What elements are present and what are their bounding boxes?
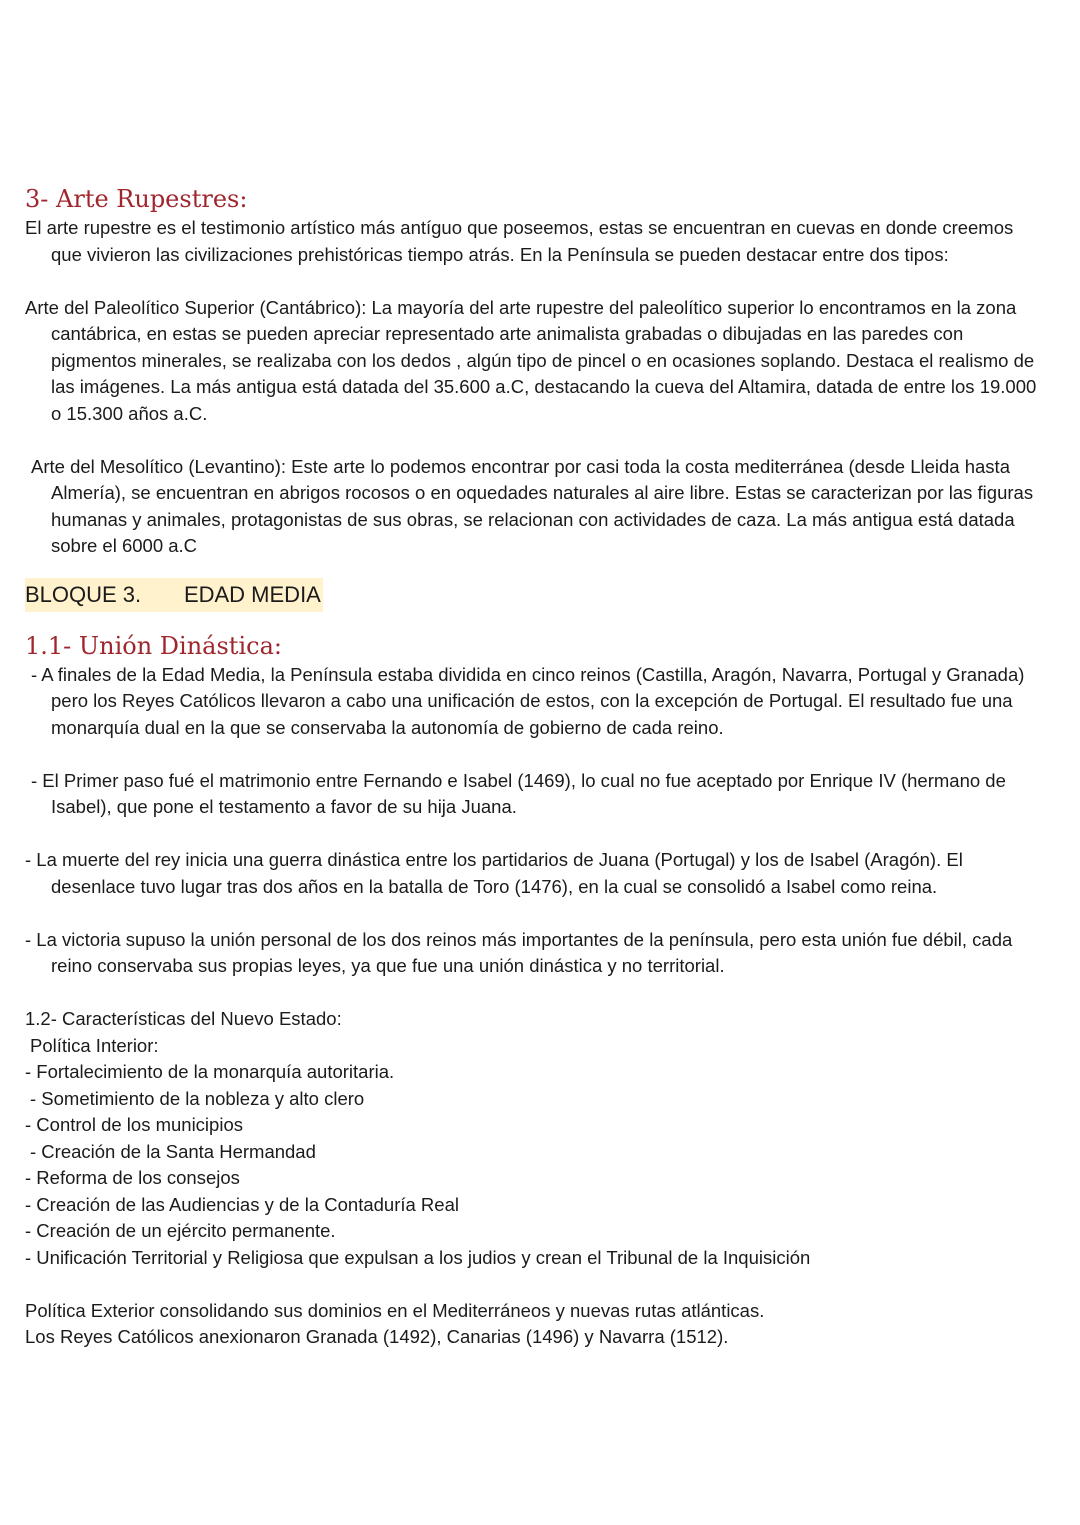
- list-item: - Creación de un ejército permanente.: [25, 1220, 336, 1241]
- section-heading-arte-rupestres: 3- Arte Rupestres:: [25, 185, 248, 213]
- section-heading-union-dinastica: 1.1- Unión Dinástica:: [25, 631, 282, 660]
- list-item: - Creación de las Audiencias y de la Contaduría Real: [25, 1193, 459, 1215]
- paragraph-union-3: - La muerte del rey inicia una guerra dinástica entre los partidarios de Juana (Portugal) y los de Isabel (Aragón). El desenlace tuvo lugar tras dos años en la batalla de Toro (1476), en la cual se consolidó a Isabel como reina.: [25, 849, 963, 897]
- spacer: [25, 560, 1040, 578]
- spacer: [25, 427, 1040, 454]
- list-item: - Reforma de los consejos: [25, 1167, 240, 1188]
- list-item: - Fortalecimiento de la monarquía autoritaria.: [25, 1061, 395, 1082]
- list-item: - Sometimiento de la nobleza y alto clero: [30, 1087, 365, 1109]
- spacer: [25, 268, 1040, 295]
- spacer: [25, 741, 1040, 768]
- list-item: - Unificación Territorial y Religiosa que expulsan a los judios y crean el Tribunal de la Inquisición: [25, 1246, 811, 1268]
- spacer: [25, 900, 1040, 927]
- paragraph-mesolitico: Arte del Mesolítico (Levantino): Este arte lo podemos encontrar por casi toda la costa mediterránea (desde Lleida hasta Almería), se encuentran en abrigos rocosos o en oquedades naturales al aire libre. Estas se caracterizan por las figuras humanas y animales, protagonistas de sus obras, se relacionan con actividades de caza. La más antigua está datada sobre el 6000 a.C: [31, 455, 1034, 556]
- paragraph-arte-rupestre-intro: El arte rupestre es el testimonio artístico más antíguo que poseemos, estas se encuentran en cuevas en donde creemos que vivieron las civilizaciones prehistóricas tiempo atrás. En la Península se pueden destacar entre dos tipos:: [25, 217, 1014, 265]
- spacer: [25, 1271, 1040, 1298]
- list-item: - Creación de la Santa Hermandad: [30, 1140, 316, 1162]
- paragraph-union-4: - La victoria supuso la unión personal de los dos reinos más importantes de la península, pero esta unión fue débil, cada reino conservaba sus propias leyes, ya que fue una unión dinástica y no territorial.: [25, 928, 1013, 976]
- paragraph-union-2: - El Primer paso fué el matrimonio entre Fernando e Isabel (1469), lo cual no fue aceptado por Enrique IV (hermano de Isabel), que pone el testamento a favor de su hija Juana.: [31, 769, 1006, 817]
- list-item: - Control de los municipios: [25, 1114, 243, 1135]
- spacer: [25, 612, 1040, 630]
- section-heading-caracteristicas: 1.2- Características del Nuevo Estado:: [25, 1008, 342, 1029]
- paragraph-paleolitico: Arte del Paleolítico Superior (Cantábrico): La mayoría del arte rupestre del paleolítico superior lo encontramos en la zona cantábrica, en estas se pueden apreciar representado arte animalista grabadas o dibujadas en las paredes con pigmentos minerales, se realizaba con los dedos , algún tipo de pincel o en ocasiones soplando. Destaca el realismo de las imágenes. La más antigua está datada del 35.600 a.C, destacando la cueva del Altamira, datada de entre los 19.000 o 15.300 años a.C.: [25, 296, 1037, 424]
- block-title-edad-media: BLOQUE 3. EDAD MEDIA: [25, 578, 323, 612]
- paragraph-politica-exterior: Política Exterior consolidando sus dominios en el Mediterráneos y nuevas rutas atlánticas.: [25, 1299, 765, 1321]
- spacer: [25, 821, 1040, 848]
- spacer: [25, 980, 1040, 1007]
- paragraph-anexiones: Los Reyes Católicos anexionaron Granada (1492), Canarias (1496) y Navarra (1512).: [25, 1326, 729, 1347]
- subheading-politica-interior: Política Interior:: [30, 1034, 159, 1056]
- block-title-row: [25, 578, 1040, 612]
- document-page: [25, 183, 1040, 1351]
- paragraph-union-1: - A finales de la Edad Media, la Península estaba dividida en cinco reinos (Castilla, Aragón, Navarra, Portugal y Granada) pero los Reyes Católicos llevaron a cabo una unificación de estos, con la excepción de Portugal. El resultado fue una monarquía dual en la que se conservaba la autonomía de gobierno de cada reino.: [31, 663, 1025, 738]
